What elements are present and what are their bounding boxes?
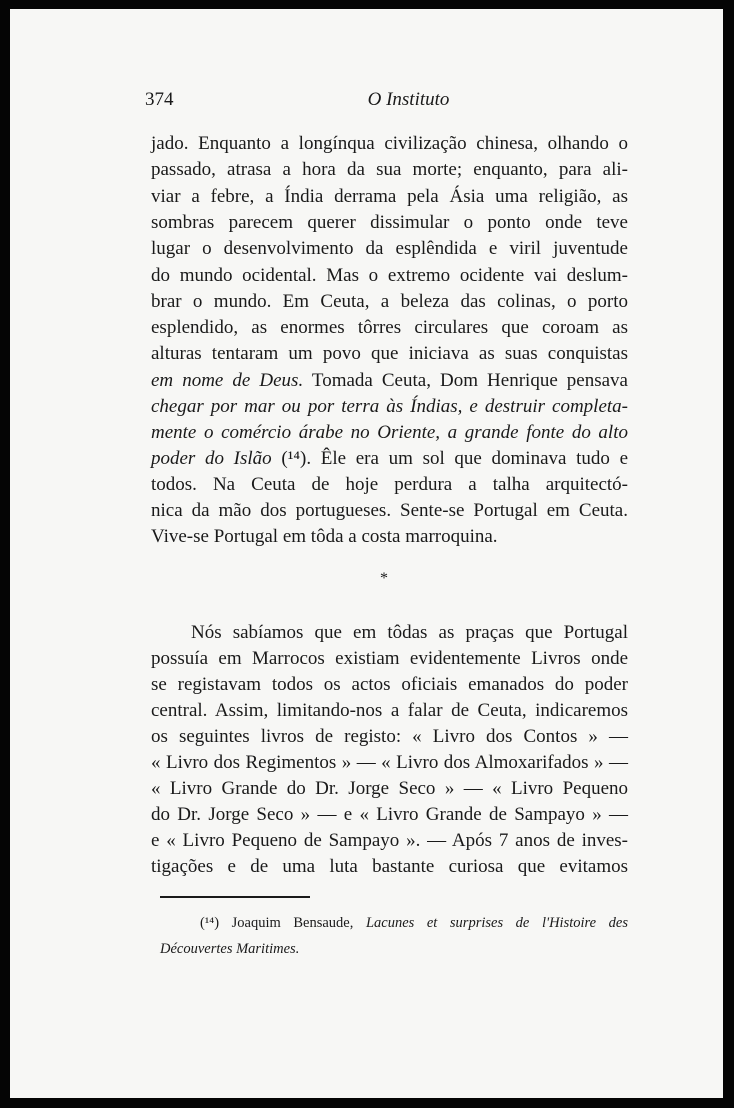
footnote-rule [160,896,310,898]
text-line: brar o mundo. Em Ceuta, a beleza das colinas, o porto [151,291,628,312]
text-line: esplendido, as enormes tôrres circulares que coroam as [151,317,628,338]
footnote-marker: (¹⁴) Joaquim Bensaude, [200,915,366,931]
text-line: do mundo ocidental. Mas o extremo ocidente vai deslum- [151,265,628,286]
text-line: tigações e de uma luta bastante curiosa que evitamos [151,856,628,877]
text-line: chegar por mar ou por terra às Índias, e destruir completa- [151,396,628,417]
text-line: todos. Na Ceuta de hoje perdura a talha arquitectó- [151,474,628,495]
text-line: viar a febre, a Índia derrama pela Ásia uma religião, as [151,186,628,207]
text-line: se registavam todos os actos oficiais emanados do poder [151,674,628,695]
footnote-line [200,912,628,934]
italic-phrase: em nome de Deus. [151,370,304,391]
text-line: do Dr. Jorge Seco » — e « Livro Grande de Sampayo » — [151,804,628,825]
text-line: central. Assim, limitando-nos a falar de Ceuta, indicaremos [151,700,628,721]
text-line: « Livro Grande do Dr. Jorge Seco » — « Livro Pequeno [151,778,628,799]
text-line [151,368,628,394]
text-line: Nós sabíamos que em tôdas as praças que Portugal [191,622,628,643]
text-line: passado, atrasa a hora da sua morte; enquanto, para ali- [151,159,628,180]
text-line: Vive-se Portugal em tôda a costa marroquina. [151,526,498,547]
text-line: os seguintes livros de registo: « Livro dos Contos » — [151,726,628,747]
text-line: lugar o desenvolvimento da esplêndida e viril juventude [151,238,628,259]
text-line: mente o comércio árabe no Oriente, a grande fonte do alto [151,422,628,443]
page-number: 374 [145,89,174,110]
text-run: Tomada Ceuta, Dom Henrique pensava [303,370,628,391]
text-line: nica da mão dos portugueses. Sente-se Portugal em Ceuta. [151,500,628,521]
text-line: possuía em Marrocos existiam evidentemente Livros onde [151,648,628,669]
text-line [151,446,628,472]
running-title: O Instituto [367,89,450,110]
text-line: alturas tentaram um povo que iniciava as suas conquistas [151,343,628,364]
footnote-title: Lacunes et surprises de l'Histoire des [365,915,628,931]
text-line: jado. Enquanto a longínqua civilização chinesa, olhando o [151,133,628,154]
page-header [145,89,632,115]
text-line: e « Livro Pequeno de Sampayo ». — Após 7 anos de inves- [151,830,628,851]
text-line: « Livro dos Regimentos » — « Livro dos Almoxarifados » — [151,752,628,773]
section-separator: * [380,570,388,587]
text-run: (¹⁴). Êle era um sol que dominava tudo e [271,448,629,469]
footnote-line: Découvertes Maritimes. [160,941,300,957]
text-line: sombras parecem querer dissimular o ponto onde teve [151,212,628,233]
italic-phrase: poder do Islão [151,448,272,469]
